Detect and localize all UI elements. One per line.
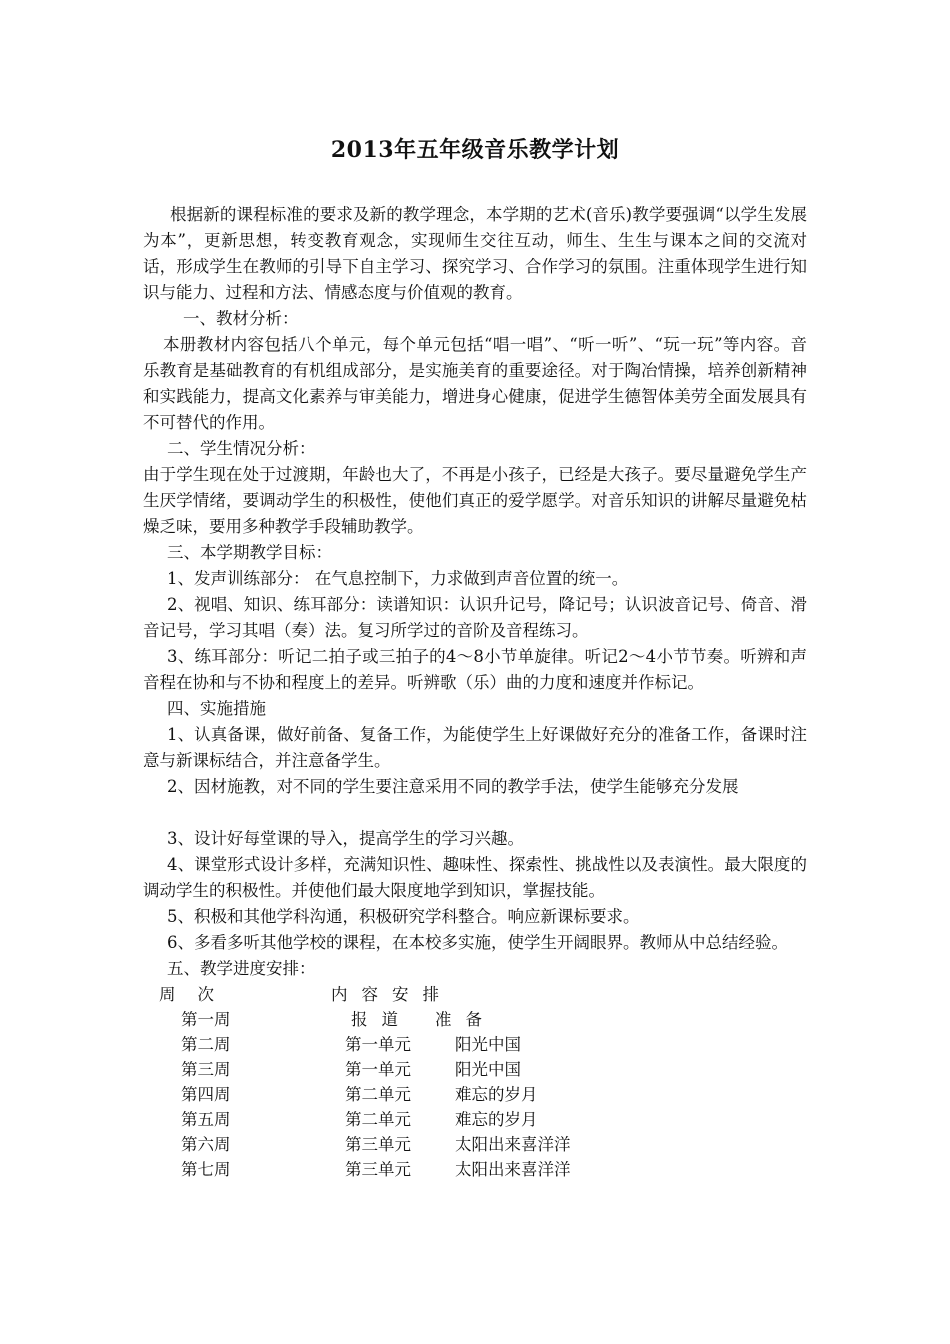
schedule-row	[143, 1082, 807, 1107]
schedule-header-row	[143, 982, 807, 1007]
schedule-row	[143, 1157, 807, 1182]
unit-cell: 第二单元	[345, 1110, 411, 1129]
week-cell: 第三周	[181, 1060, 231, 1079]
topic-cell: 难忘的岁月	[455, 1110, 538, 1129]
section-4-item: 1、认真备课，做好前备、复备工作，为能使学生上好课做好充分的准备工作，备课时注意与新课标结合，并注意备学生。	[143, 725, 807, 770]
unit-cell: 第二单元	[345, 1085, 411, 1104]
schedule-row	[143, 1057, 807, 1082]
section-4-heading: 四、实施措施	[167, 699, 266, 718]
topic-cell: 难忘的岁月	[455, 1085, 538, 1104]
week-cell: 第六周	[181, 1135, 231, 1154]
report-cell: 报道	[351, 1010, 412, 1029]
section-1-heading: 一、教材分析：	[183, 309, 299, 328]
section-3-heading: 三、本学期教学目标：	[167, 543, 332, 562]
section-2-heading: 二、学生情况分析：	[167, 439, 316, 458]
schedule-row	[143, 1132, 807, 1157]
section-1-text: 本册教材内容包括八个单元，每个单元包括“唱一唱”、“听一听”、“玩一玩”等内容。音乐教育是基础教育的有机组成部分，是实施美育的重要途径。对于陶冶情操，培养创新精神和实践能力，提高文化素养与审美能力，增进身心健康，促进学生德智体美劳全面发展具有不可替代的作用。	[143, 335, 807, 432]
schedule-row	[143, 1032, 807, 1057]
blank-line	[143, 800, 807, 826]
schedule-table	[143, 982, 807, 1182]
unit-cell: 第三单元	[345, 1160, 411, 1179]
schedule-row	[143, 1007, 807, 1032]
section-2-text: 由于学生现在处于过渡期，年龄也大了，不再是小孩子，已经是大孩子。要尽量避免学生产生厌学情绪，要调动学生的积极性，使他们真正的爱学愿学。对音乐知识的讲解尽量避免枯燥乏味，要用多种教学手段辅助教学。	[143, 465, 807, 536]
section-4-item: 5、积极和其他学科沟通，积极研究学科整合。响应新课标要求。	[167, 907, 640, 926]
section-3-item: 1、发声训练部分： 在气息控制下，力求做到声音位置的统一。	[167, 569, 629, 588]
unit-cell: 第三单元	[345, 1135, 411, 1154]
topic-cell: 太阳出来喜洋洋	[455, 1135, 571, 1154]
week-cell: 第七周	[181, 1160, 231, 1179]
section-4-item: 3、设计好每堂课的导入，提高学生的学习兴趣。	[167, 829, 524, 848]
header-content: 内容安排	[331, 985, 453, 1004]
intro-paragraph: 根据新的课程标准的要求及新的教学理念，本学期的艺术(音乐)教学要强调“以学生发展为本”，更新思想，转变教育观念，实现师生交往互动，师生、生生与课本之间的交流对话，形成学生在教师的引导下自主学习、探究学习、合作学习的氛围。注重体现学生进行知识与能力、过程和方法、情感态度与价值观的教育。	[143, 205, 807, 302]
section-4-item: 4、课堂形式设计多样，充满知识性、趣味性、探索性、挑战性以及表演性。最大限度的调动学生的积极性。并使他们最大限度地学到知识，掌握技能。	[143, 855, 807, 900]
section-4-item: 2、因材施教，对不同的学生要注意采用不同的教学手法，使学生能够充分发展	[167, 777, 739, 796]
section-3-item: 2、视唱、知识、练耳部分：读谱知识：认识升记号，降记号；认识波音记号、倚音、滑音记号，学习其唱（奏）法。复习所学过的音阶及音程练习。	[143, 595, 807, 640]
unit-cell: 第一单元	[345, 1060, 411, 1079]
week-cell: 第五周	[181, 1110, 231, 1129]
week-cell: 第一周	[181, 1010, 231, 1029]
schedule-row	[143, 1107, 807, 1132]
topic-cell: 阳光中国	[455, 1035, 521, 1054]
week-cell: 第四周	[181, 1085, 231, 1104]
unit-cell: 第一单元	[345, 1035, 411, 1054]
prep-cell: 准备	[435, 1010, 496, 1029]
topic-cell: 太阳出来喜洋洋	[455, 1160, 571, 1179]
week-cell: 第二周	[181, 1035, 231, 1054]
header-week: 周次	[159, 985, 236, 1004]
section-3-item: 3、练耳部分：听记二拍子或三拍子的4～8小节单旋律。听记2～4小节节奏。听辨和声音程在协和与不协和程度上的差异。听辨歌（乐）曲的力度和速度并作标记。	[143, 647, 807, 692]
document-title: 2013年五年级音乐教学计划	[330, 137, 620, 163]
document-body	[143, 202, 807, 1182]
topic-cell: 阳光中国	[455, 1060, 521, 1079]
section-5-heading: 五、教学进度安排：	[167, 959, 316, 978]
section-4-item: 6、多看多听其他学校的课程，在本校多实施，使学生开阔眼界。教师从中总结经验。	[167, 933, 788, 952]
